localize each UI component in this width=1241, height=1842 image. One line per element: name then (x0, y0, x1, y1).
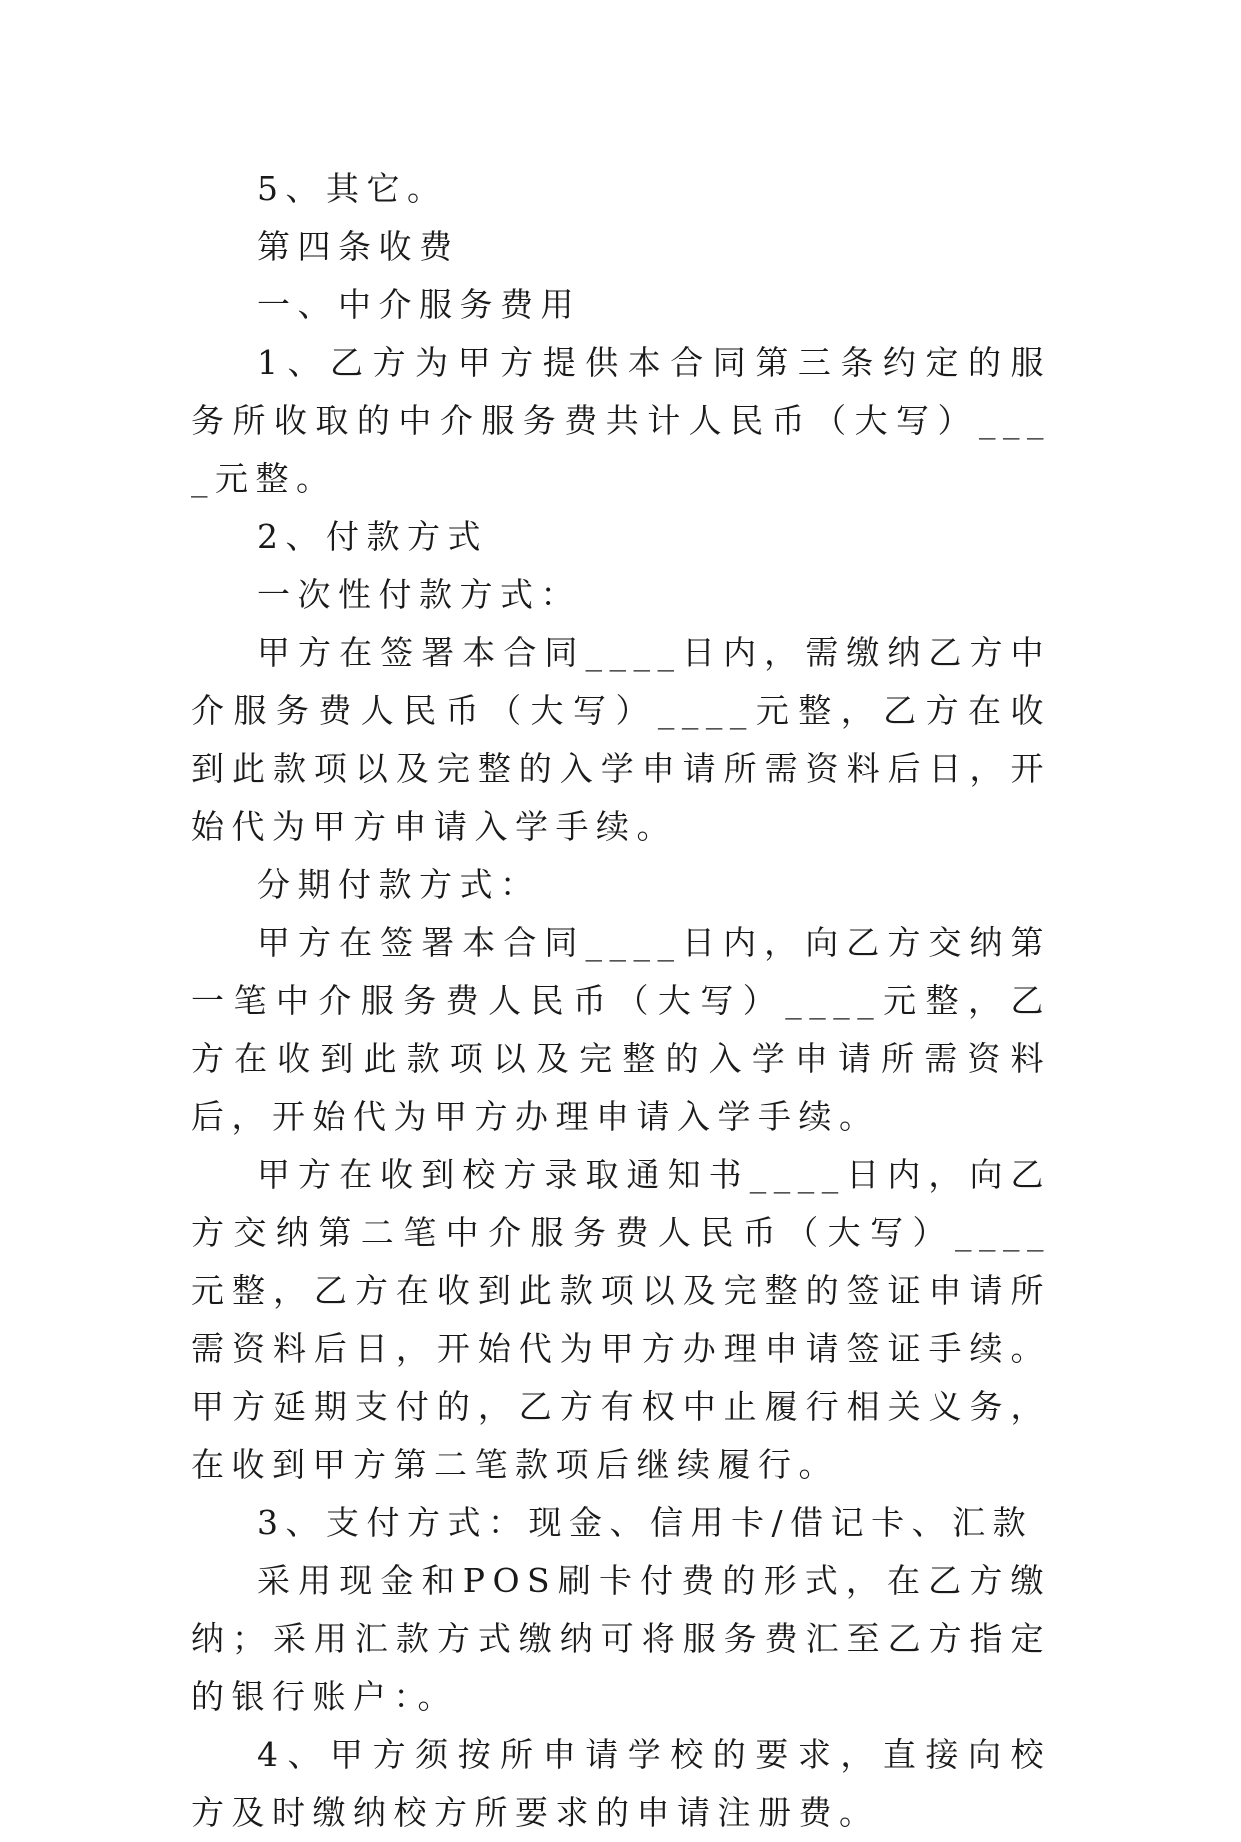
clause-service-fee-amount: 1、乙方为甲方提供本合同第三条约定的服务所收取的中介服务费共计人民币（大写）____元整。 (191, 343, 1051, 498)
document-page (191, 160, 1051, 1842)
payment-channels-paragraph: 采用现金和POS刷卡付费的形式，在乙方缴纳；采用汇款方式缴纳可将服务费汇至乙方指定的银行账户：。 (191, 1561, 1051, 1716)
section-service-fee-heading: 一、中介服务费用 (257, 285, 581, 324)
clause-payment-channels: 3、支付方式：现金、信用卡/借记卡、汇款 (257, 1503, 1034, 1542)
lump-sum-payment-heading: 一次性付款方式： (257, 575, 581, 614)
installment-second-payment-paragraph: 甲方在收到校方录取通知书____日内，向乙方交纳第二笔中介服务费人民币（大写）____元整，乙方在收到此款项以及完整的签证申请所需资料后日，开始代为甲方办理申请签证手续。甲方延期支付的，乙方有权中止履行相关义务，在收到甲方第二笔款项后继续履行。 (191, 1155, 1051, 1484)
clause-other: 5、其它。 (257, 169, 448, 208)
installment-payment-heading: 分期付款方式： (257, 865, 541, 904)
clause-registration-fee: 4、甲方须按所申请学校的要求，直接向校方及时缴纳校方所要求的申请注册费。 (191, 1735, 1051, 1832)
clause-payment-method-heading: 2、付款方式 (257, 517, 488, 556)
installment-first-payment-paragraph: 甲方在签署本合同____日内，向乙方交纳第一笔中介服务费人民币（大写）____元整，乙方在收到此款项以及完整的入学申请所需资料后，开始代为甲方办理申请入学手续。 (191, 923, 1051, 1136)
article-four-heading: 第四条收费 (257, 227, 460, 266)
lump-sum-payment-paragraph: 甲方在签署本合同____日内，需缴纳乙方中介服务费人民币（大写）____元整，乙方在收到此款项以及完整的入学申请所需资料后日，开始代为甲方申请入学手续。 (191, 633, 1051, 846)
